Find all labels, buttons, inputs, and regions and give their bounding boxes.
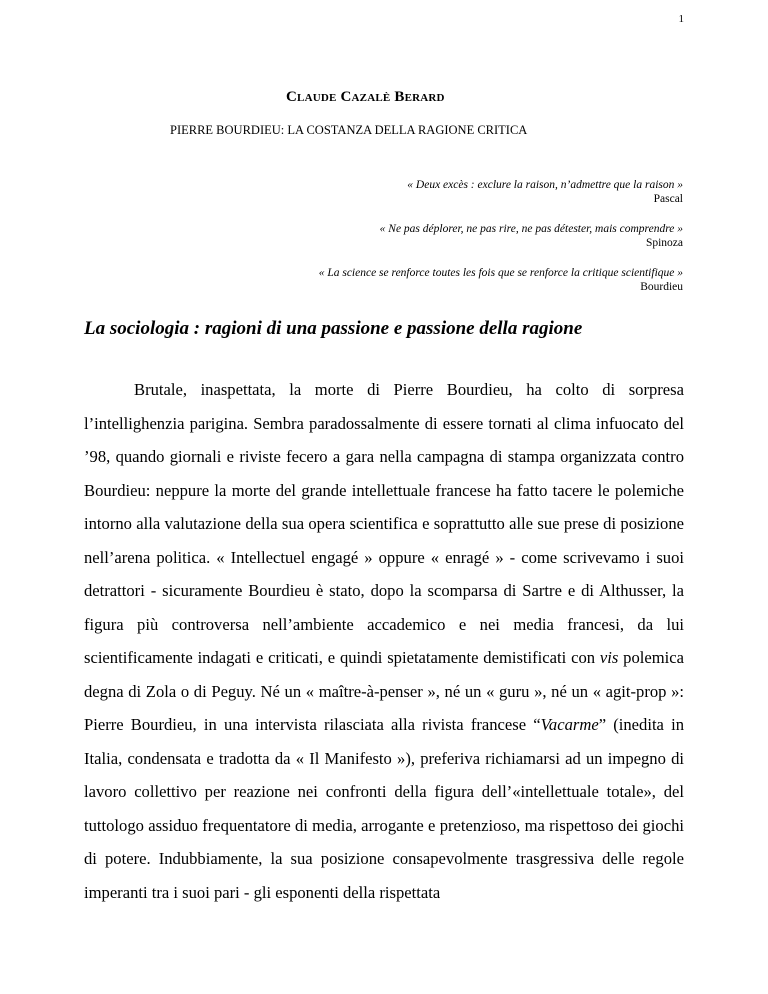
- epigraph-source: Spinoza: [645, 237, 683, 249]
- epigraph-spinoza: [319, 222, 683, 250]
- body-text-part: Brutale, inaspettata, la morte di Pierre Bourdieu, ha colto di sorpresa l’intellighenzia parigina. Sembra paradossalmente di essere tornati al clima infuocato del ’98, quando giornali e riviste fecero a gara nella campagna di stampa organizzata contro Bourdieu: neppure la morte del grande intellettuale francese ha fatto tacere le polemiche intorno alla valutazione della sua opera scientifica e soprattutto alle sue prese di posizione nell’arena politica. « Intellectuel engagé » oppure « enragé » - come scrivevamo i suoi detrattori - sicuramente Bourdieu è stato, dopo la scomparsa di Sartre e di Althusser, la figura più controversa nell’ambiente accademico e nei media francesi, da lui scientificamente indagati e criticati, e quindi spietatamente demistificati con: [84, 380, 684, 667]
- epigraph-quote: « Deux excès : exclure la raison, n’admettre que la raison »: [407, 179, 683, 191]
- body-paragraph: [84, 373, 684, 909]
- section-heading: La sociologia : ragioni di una passione e passione della ragione: [84, 318, 583, 339]
- body-text-part: polemica degna di Zola o di Peguy. Né un « maître-à-penser », né un « guru », né un « agit-prop »: Pierre Bourdieu, in una intervista rilasciata alla rivista francese “: [84, 648, 684, 734]
- epigraph-quote: « Ne pas déplorer, ne pas rire, ne pas détester, mais comprendre »: [379, 223, 683, 235]
- epigraphs: [319, 178, 683, 310]
- body-text-italic: vis: [599, 648, 619, 667]
- epigraph-source: Pascal: [653, 193, 683, 205]
- epigraph-bourdieu: [319, 266, 683, 294]
- epigraph-pascal: [319, 178, 683, 206]
- author-name: Claude Cazalè Berard: [286, 89, 445, 105]
- page-number: 1: [678, 13, 684, 25]
- epigraph-source: Bourdieu: [640, 281, 683, 293]
- epigraph-quote: « La science se renforce toutes les fois que se renforce la critique scientifique »: [318, 267, 683, 279]
- body-text-italic: Vacarme: [540, 715, 599, 734]
- body-text-part: ” (inedita in Italia, condensata e tradotta da « Il Manifesto »), preferiva richiamarsi ad un impegno di lavoro collettivo per reazione nei confronti della figura dell’«intellettuale totale», del tuttologo assiduo frequentatore di media, arrogante e pretenzioso, ma rispettoso dei giochi di potere. Indubbiamente, la sua posizione consapevolmente trasgressiva delle regole imperanti tra i suoi pari - gli esponenti della rispettata: [84, 715, 685, 902]
- article-title: PIERRE BOURDIEU: LA COSTANZA DELLA RAGIONE CRITICA: [170, 123, 528, 137]
